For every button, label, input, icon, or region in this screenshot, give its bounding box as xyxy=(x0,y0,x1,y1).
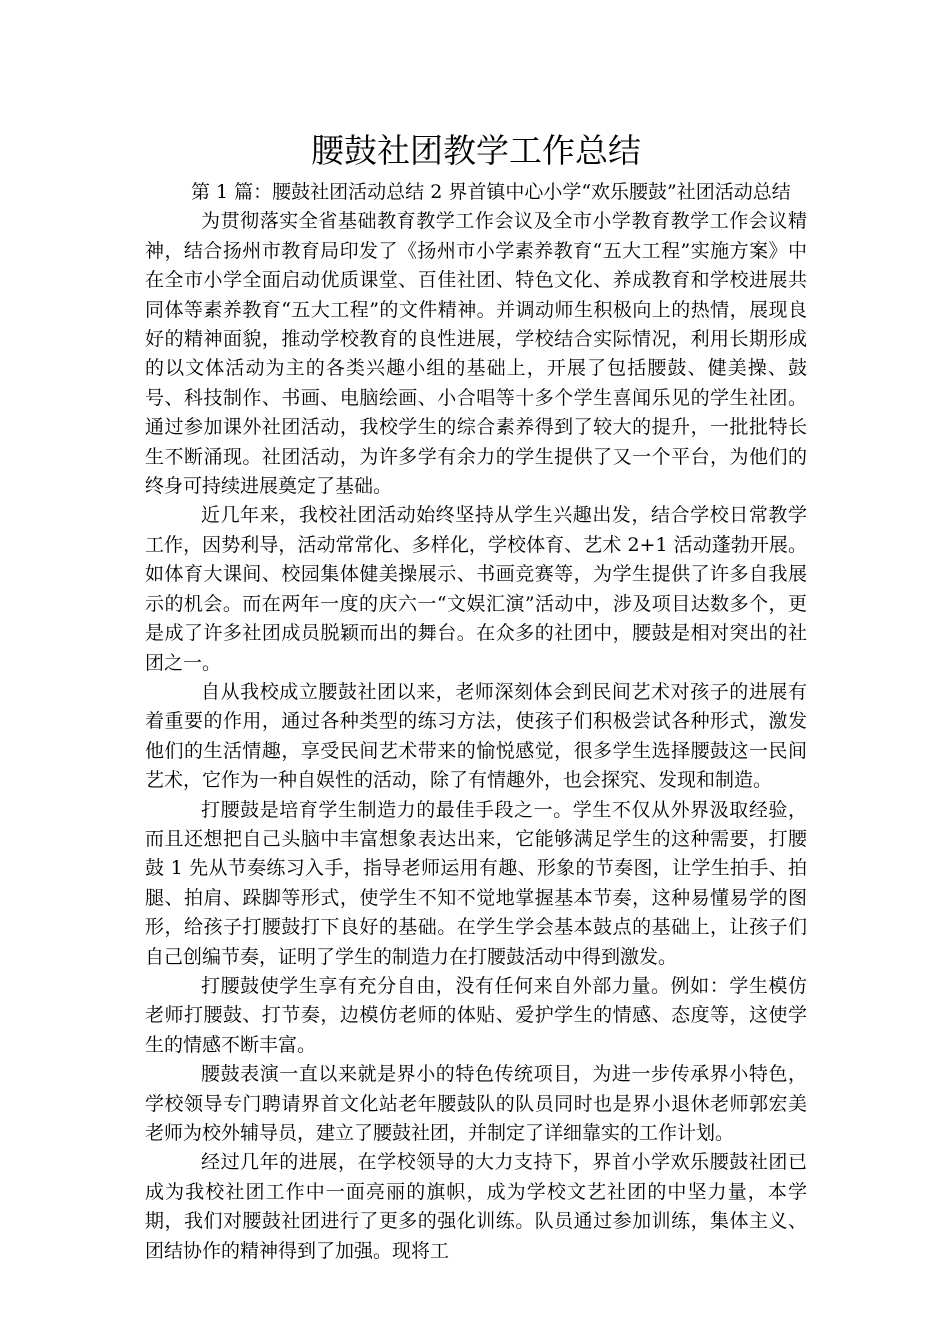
document-title: 腰鼓社团教学工作总结 xyxy=(311,131,641,170)
document-subtitle: 第 1 篇：腰鼓社团活动总结 2 界首镇中心小学“欢乐腰鼓”社团活动总结 xyxy=(191,181,791,203)
body-paragraph-4: 打腰鼓是培育学生制造力的最佳手段之一。学生不仅从外界汲取经验，而且还想把自己头脑中丰富想象表达出来，它能够满足学生的这种需要，打腰鼓 1 先从节奏练习入手，指导老师运用有趣、形象的节奏图，让学生拍手、拍腿、拍肩、跺脚等形式，使学生不知不觉地掌握基本节奏，这种易懂易学的图形，给孩子打腰鼓打下良好的基础。在学生学会基本鼓点的基础上，让孩子们自己创编节奏，证明了学生的制造力在打腰鼓活动中得到激发。 xyxy=(145,798,807,968)
body-paragraph-5: 打腰鼓使学生享有充分自由，没有任何来自外部力量。例如：学生模仿老师打腰鼓、打节奏，边模仿老师的体贴、爱护学生的情感、态度等，这使学生的情感不断丰富。 xyxy=(145,974,807,1056)
body-paragraph-1: 为贯彻落实全省基础教育教学工作会议及全市小学教育教学工作会议精神，结合扬州市教育局印发了《扬州市小学素养教育“五大工程”实施方案》中在全市小学全面启动优质课堂、百佳社团、特色文化、养成教育和学校进展共同体等素养教育“五大工程”的文件精神。并调动师生积极向上的热情，展现良好的精神面貌，推动学校教育的良性进展，学校结合实际情况，利用长期形成的以文体活动为主的各类兴趣小组的基础上，开展了包括腰鼓、健美操、鼓号、科技制作、书画、电脑绘画、小合唱等十多个学生喜闻乐见的学生社团。通过参加课外社团活动，我校学生的综合素养得到了较大的提升，一批批特长生不断涌现。社团活动，为许多学有余力的学生提供了又一个平台，为他们的终身可持续进展奠定了基础。 xyxy=(145,210,807,498)
body-paragraph-7: 经过几年的进展，在学校领导的大力支持下，界首小学欢乐腰鼓社团已成为我校社团工作中一面亮丽的旗帜，成为学校文艺社团的中坚力量，本学期，我们对腰鼓社团进行了更多的强化训练。队员通过参加训练，集体主义、团结协作的精神得到了加强。现将工 xyxy=(145,1151,807,1262)
body-paragraph-3: 自从我校成立腰鼓社团以来，老师深刻体会到民间艺术对孩子的进展有着重要的作用，通过各种类型的练习方法，使孩子们积极尝试各种形式，激发他们的生活情趣，享受民间艺术带来的愉悦感觉，很多学生选择腰鼓这一民间艺术，它作为一种自娱性的活动，除了有情趣外，也会探究、发现和制造。 xyxy=(145,680,807,792)
body-paragraph-2: 近几年来，我校社团活动始终坚持从学生兴趣出发，结合学校日常教学工作，因势利导，活动常常化、多样化，学校体育、艺术 2+1 活动蓬勃开展。如体育大课间、校园集体健美操展示、书画竞赛等，为学生提供了许多自我展示的机会。而在两年一度的庆六一“文娱汇演”活动中，涉及项目达数多个，更是成了许多社团成员脱颖而出的舞台。在众多的社团中，腰鼓是相对突出的社团之一。 xyxy=(145,504,807,674)
document-page xyxy=(145,128,807,1266)
body-paragraph-6: 腰鼓表演一直以来就是界小的特色传统项目，为进一步传承界小特色，学校领导专门聘请界首文化站老年腰鼓队的队员同时也是界小退休老师郭宏美老师为校外辅导员，建立了腰鼓社团，并制定了详细靠实的工作计划。 xyxy=(145,1063,807,1144)
